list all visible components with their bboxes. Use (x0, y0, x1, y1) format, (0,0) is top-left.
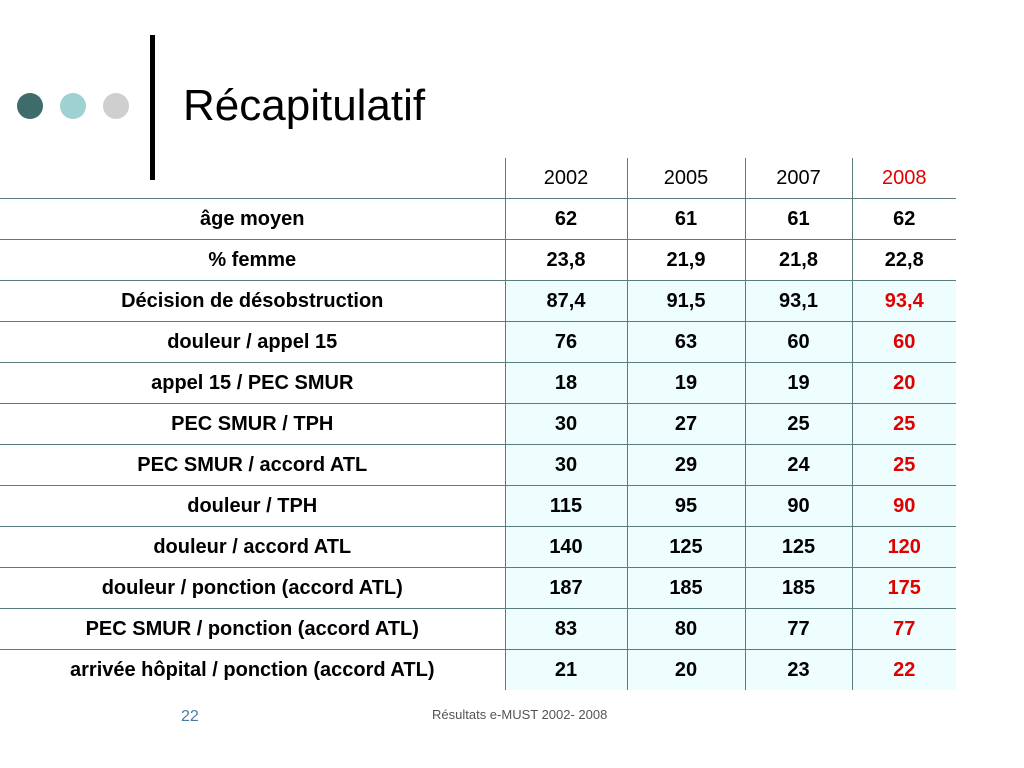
table-row (0, 322, 956, 363)
table-row (0, 281, 956, 322)
cell-2005: 125 (627, 527, 745, 568)
header-cell-2002: 2002 (505, 158, 627, 199)
cell-2002: 140 (505, 527, 627, 568)
slide-title: Récapitulatif (183, 81, 426, 130)
cell-2005: 20 (627, 650, 745, 691)
table-row (0, 568, 956, 609)
row-label: PEC SMUR / ponction (accord ATL) (0, 609, 505, 650)
table-row (0, 363, 956, 404)
cell-2005: 80 (627, 609, 745, 650)
decorative-dot-gray (103, 93, 129, 119)
cell-2008: 90 (852, 486, 956, 527)
decorative-dot-light (60, 93, 86, 119)
header-cell-label (0, 158, 505, 199)
cell-2007: 90 (745, 486, 852, 527)
cell-2002: 115 (505, 486, 627, 527)
row-label: appel 15 / PEC SMUR (0, 363, 505, 404)
table-row (0, 527, 956, 568)
cell-2008: 60 (852, 322, 956, 363)
cell-2008: 175 (852, 568, 956, 609)
cell-2008: 20 (852, 363, 956, 404)
cell-2005: 21,9 (627, 240, 745, 281)
cell-2005: 29 (627, 445, 745, 486)
cell-2002: 187 (505, 568, 627, 609)
cell-2005: 91,5 (627, 281, 745, 322)
row-label: PEC SMUR / accord ATL (0, 445, 505, 486)
row-label: Décision de désobstruction (0, 281, 505, 322)
cell-2007: 93,1 (745, 281, 852, 322)
row-label: âge moyen (0, 199, 505, 240)
decorative-dot-dark (17, 93, 43, 119)
table-row (0, 240, 956, 281)
cell-2002: 62 (505, 199, 627, 240)
cell-2007: 24 (745, 445, 852, 486)
header-cell-2008: 2008 (852, 158, 956, 199)
table-row (0, 445, 956, 486)
cell-2002: 76 (505, 322, 627, 363)
cell-2007: 25 (745, 404, 852, 445)
page-number: 22 (181, 708, 199, 725)
row-label: arrivée hôpital / ponction (accord ATL) (70, 658, 435, 681)
cell-2002: 21 (505, 650, 627, 691)
cell-2005: 19 (627, 363, 745, 404)
cell-2008: 93,4 (852, 281, 956, 322)
cell-2007: 19 (745, 363, 852, 404)
cell-2002: 83 (505, 609, 627, 650)
cell-2007: 125 (745, 527, 852, 568)
table-row (0, 199, 956, 240)
cell-2007: 77 (745, 609, 852, 650)
row-label: % femme (0, 240, 505, 281)
row-label: douleur / ponction (accord ATL) (0, 568, 505, 609)
summary-table-container (0, 158, 956, 690)
table-row (0, 650, 956, 691)
table-row (0, 404, 956, 445)
cell-2002: 23,8 (505, 240, 627, 281)
row-label: PEC SMUR / TPH (0, 404, 505, 445)
cell-2002: 87,4 (505, 281, 627, 322)
cell-2007: 60 (745, 322, 852, 363)
cell-2005: 61 (627, 199, 745, 240)
cell-2008: 22,8 (852, 240, 956, 281)
cell-2008: 22 (852, 650, 956, 691)
cell-2008: 120 (852, 527, 956, 568)
cell-2005: 95 (627, 486, 745, 527)
cell-2005: 63 (627, 322, 745, 363)
table-row (0, 609, 956, 650)
cell-2008: 62 (852, 199, 956, 240)
footer-text: Résultats e-MUST 2002- 2008 (432, 707, 608, 722)
cell-2007: 185 (745, 568, 852, 609)
row-label: douleur / accord ATL (0, 527, 505, 568)
header-cell-2005: 2005 (627, 158, 745, 199)
row-label: douleur / TPH (0, 486, 505, 527)
cell-2007: 23 (745, 650, 852, 691)
cell-2005: 185 (627, 568, 745, 609)
summary-table (0, 158, 956, 690)
cell-2008: 77 (852, 609, 956, 650)
cell-2002: 30 (505, 404, 627, 445)
cell-2008: 25 (852, 404, 956, 445)
cell-2002: 18 (505, 363, 627, 404)
cell-2005: 27 (627, 404, 745, 445)
header-cell-2007: 2007 (745, 158, 852, 199)
cell-2007: 21,8 (745, 240, 852, 281)
cell-2008: 25 (852, 445, 956, 486)
table-header-row (0, 158, 956, 199)
cell-2002: 30 (505, 445, 627, 486)
cell-2007: 61 (745, 199, 852, 240)
row-label: douleur / appel 15 (0, 322, 505, 363)
table-row (0, 486, 956, 527)
